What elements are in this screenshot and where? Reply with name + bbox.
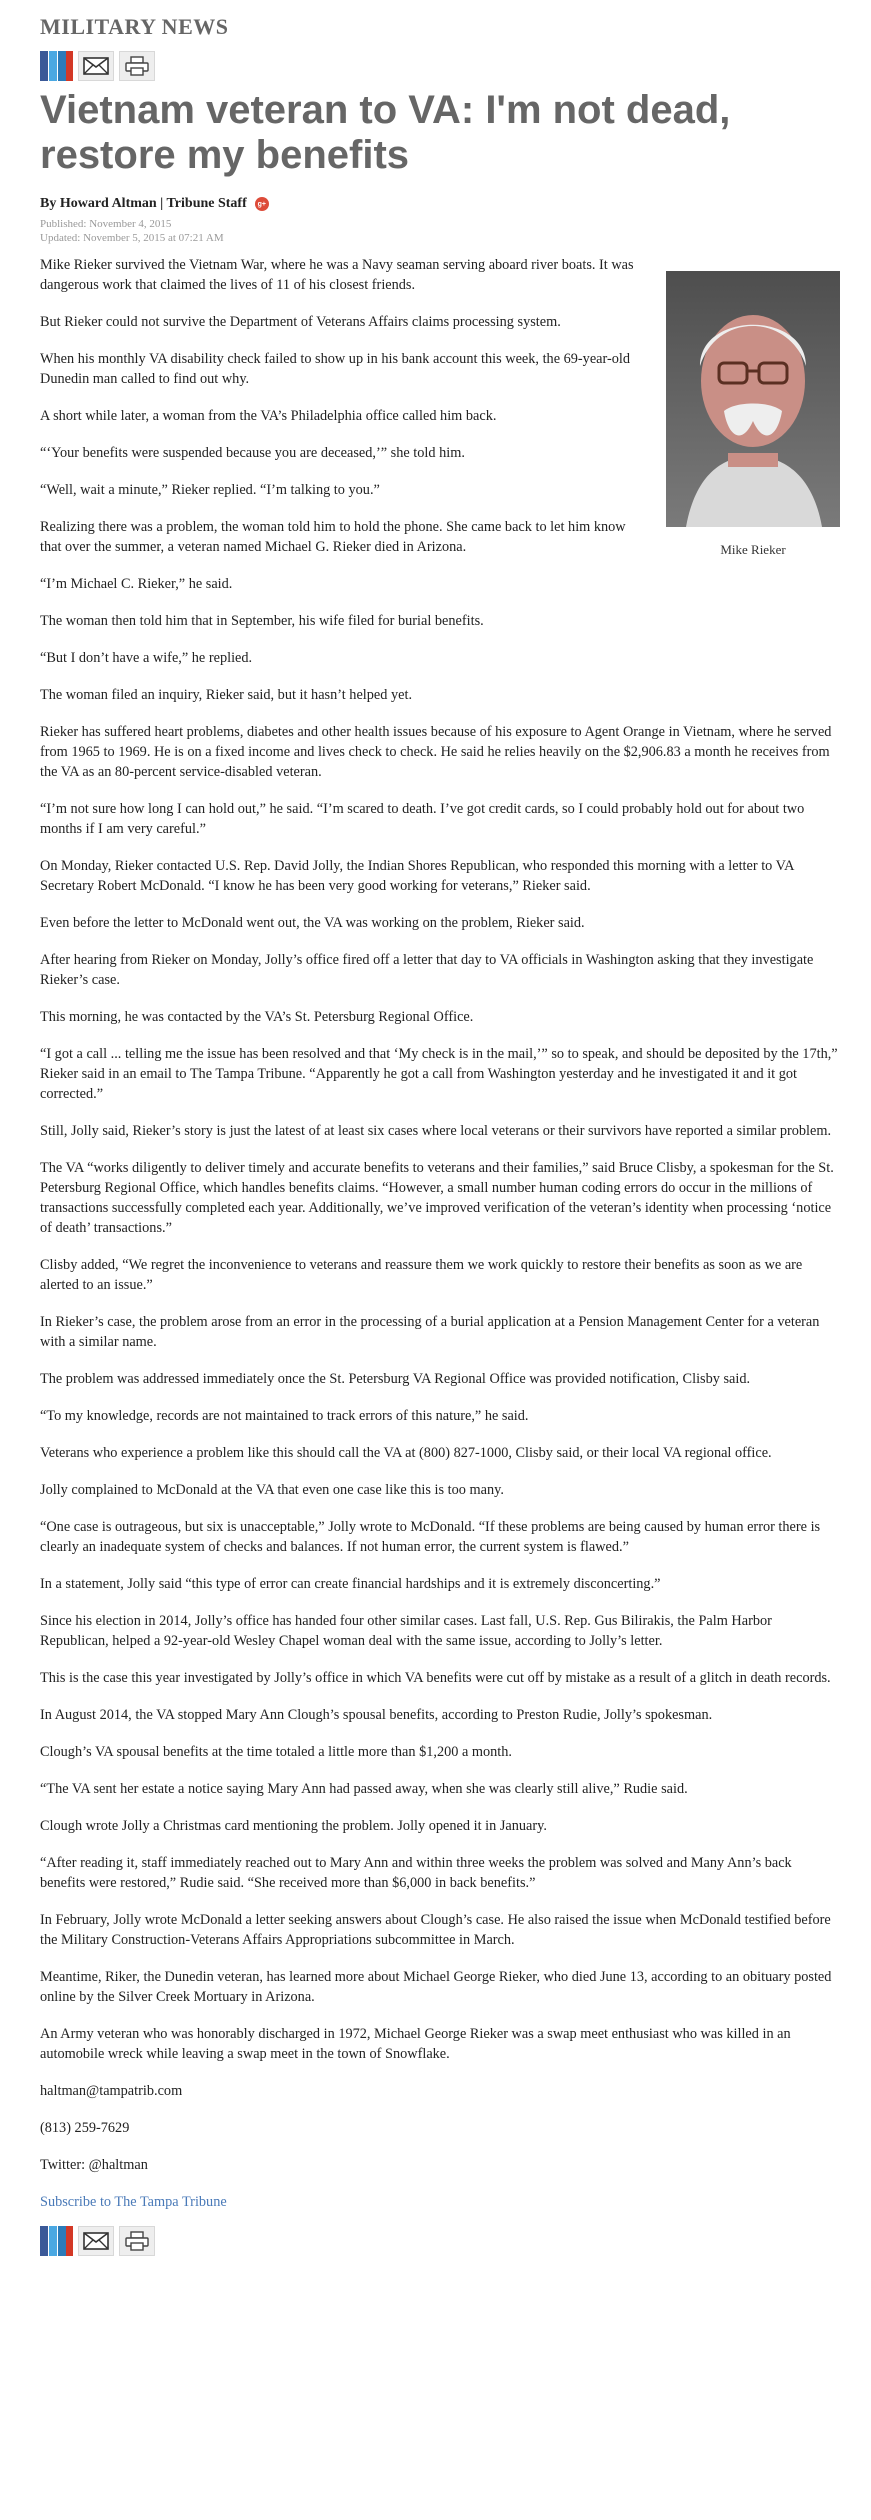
author-twitter: Twitter: @haltman xyxy=(40,2157,148,2173)
photo-caption: Mike Rieker xyxy=(720,542,786,557)
share-bar-top xyxy=(40,50,860,82)
paragraph: A short while later, a woman from the VA’s Philadelphia office called him back. xyxy=(40,408,497,424)
paragraph: “I got a call ... telling me the issue has been resolved and that ‘My check is in the mail,’” so to speak, and should be deposited by the 17th,” Rieker said in an email to The Tampa Tribune. “Apparently he got a call from Washington yesterday and he investigated it and it got corrected.” xyxy=(40,1046,838,1102)
paragraph: But Rieker could not survive the Department of Veterans Affairs claims processing system. xyxy=(40,314,561,330)
article-headline: Vietnam veteran to VA: I'm not dead, restore my benefits xyxy=(40,88,731,177)
paragraph: This is the case this year investigated by Jolly’s office in which VA benefits were cut off by mistake as a result of a glitch in death records. xyxy=(40,1670,831,1686)
paragraph: In February, Jolly wrote McDonald a letter seeking answers about Clough’s case. He also raised the issue when McDonald testified before the Military Construction-Veterans Affairs Appropriations subcommittee in March. xyxy=(40,1912,831,1948)
paragraph: An Army veteran who was honorably discharged in 1972, Michael George Rieker was a swap meet enthusiast who was killed in an automobile wreck while leaving a swap meet in the town of Snowflake. xyxy=(40,2026,791,2062)
paragraph: In a statement, Jolly said “this type of error can create financial hardships and it is extremely disconcerting.” xyxy=(40,1576,661,1592)
paragraph: Mike Rieker survived the Vietnam War, where he was a Navy seaman serving aboard river boats. It was dangerous work that claimed the lives of 11 of his closest friends. xyxy=(40,257,634,293)
paragraph: Realizing there was a problem, the woman told him to hold the phone. She came back to let him know that over the summer, a veteran named Michael G. Rieker died in Arizona. xyxy=(40,519,626,555)
byline xyxy=(40,196,860,212)
portrait-photo xyxy=(666,271,840,527)
paragraph: The woman then told him that in September, his wife filed for burial benefits. xyxy=(40,613,484,629)
paragraph: In Rieker’s case, the problem arose from an error in the processing of a burial application at a Pension Management Center for a veteran with a similar name. xyxy=(40,1314,820,1350)
paragraph: “To my knowledge, records are not maintained to track errors of this nature,” he said. xyxy=(40,1408,529,1424)
paragraph: On Monday, Rieker contacted U.S. Rep. David Jolly, the Indian Shores Republican, who responded this morning with a letter to VA Secretary Robert McDonald. “I know he has been very good working for veterans,” Rieker said. xyxy=(40,858,794,894)
envelope-icon xyxy=(83,57,109,75)
print-button[interactable] xyxy=(119,51,155,81)
paragraph: When his monthly VA disability check failed to show up in his bank account this week, the 69-year-old Dunedin man called to find out why. xyxy=(40,351,631,387)
paragraph: “After reading it, staff immediately reached out to Mary Ann and within three weeks the problem was solved and Many Ann’s back benefits were restored,” Rudie said. “She received more than $6,000 in back benefits.” xyxy=(40,1855,792,1891)
byline-text: By Howard Altman | Tribune Staff xyxy=(40,196,247,211)
print-button[interactable] xyxy=(119,2226,155,2256)
envelope-icon xyxy=(83,2232,109,2250)
paragraph: Meantime, Riker, the Dunedin veteran, has learned more about Michael George Rieker, who died June 13, according to an obituary posted online by the Silver Creek Mortuary in Arizona. xyxy=(40,1969,832,2005)
paragraph: Veterans who experience a problem like this should call the VA at (800) 827-1000, Clisby said, or their local VA regional office. xyxy=(40,1445,772,1461)
social-share-icon[interactable] xyxy=(40,2226,73,2256)
article-photo-figure xyxy=(666,271,840,558)
paragraph: Clough’s VA spousal benefits at the time totaled a little more than $1,200 a month. xyxy=(40,1744,512,1760)
author-email: haltman@tampatrib.com xyxy=(40,2083,183,2099)
paragraph: Still, Jolly said, Rieker’s story is just the latest of at least six cases where local veterans or their survivors have reported a similar problem. xyxy=(40,1123,832,1139)
paragraph: Clisby added, “We regret the inconvenience to veterans and reassure them we work quickly to restore their benefits as soon as we are alerted to an issue.” xyxy=(40,1257,803,1293)
section-label: MILITARY NEWS xyxy=(40,14,229,39)
paragraph: After hearing from Rieker on Monday, Jolly’s office fired off a letter that day to VA officials in Washington asking that they investigate Rieker’s case. xyxy=(40,952,814,988)
share-bar-bottom xyxy=(40,2225,860,2257)
paragraph: “One case is outrageous, but six is unacceptable,” Jolly wrote to McDonald. “If these problems are being caused by human error there is clearly an inadequate system of checks and balances. If not human error, the current system is flawed.” xyxy=(40,1519,821,1555)
paragraph: Since his election in 2014, Jolly’s office has handed four other similar cases. Last fall, U.S. Rep. Gus Bilirakis, the Palm Harbor Republican, helped a 92-year-old Wesley Chapel woman deal with the same issue, according to Jolly’s letter. xyxy=(40,1613,772,1649)
article-body xyxy=(40,255,840,2212)
paragraph: Jolly complained to McDonald at the VA that even one case like this is too many. xyxy=(40,1482,504,1498)
article-page xyxy=(40,0,860,2257)
email-share-button[interactable] xyxy=(78,51,114,81)
paragraph: “The VA sent her estate a notice saying Mary Ann had passed away, when she was clearly still alive,” Rudie said. xyxy=(40,1781,688,1797)
printer-icon xyxy=(125,56,149,76)
subscribe-link[interactable]: Subscribe to The Tampa Tribune xyxy=(40,2194,227,2210)
paragraph: The VA “works diligently to deliver timely and accurate benefits to veterans and their families,” said Bruce Clisby, a spokesman for the St. Petersburg Regional Office, which handles benefits claims. “However, a small number human coding errors do occur in the millions of transactions successfully completed each year. Additionally, we’ve improved verification of the veteran’s identity when processing ‘notice of death’ transactions.” xyxy=(40,1160,834,1236)
paragraph: This morning, he was contacted by the VA’s St. Petersburg Regional Office. xyxy=(40,1009,474,1025)
printer-icon xyxy=(125,2231,149,2251)
paragraph: “But I don’t have a wife,” he replied. xyxy=(40,650,253,666)
paragraph: The woman filed an inquiry, Rieker said, but it hasn’t helped yet. xyxy=(40,687,413,703)
author-phone: (813) 259-7629 xyxy=(40,2120,130,2136)
paragraph: Clough wrote Jolly a Christmas card mentioning the problem. Jolly opened it in January. xyxy=(40,1818,547,1834)
paragraph: “Well, wait a minute,” Rieker replied. “I’m talking to you.” xyxy=(40,482,380,498)
google-plus-icon[interactable]: g+ xyxy=(255,197,269,211)
updated-date: Updated: November 5, 2015 at 07:21 AM xyxy=(40,232,224,244)
paragraph: “I’m Michael C. Rieker,” he said. xyxy=(40,576,233,592)
paragraph: The problem was addressed immediately once the St. Petersburg VA Regional Office was provided notification, Clisby said. xyxy=(40,1371,751,1387)
paragraph: In August 2014, the VA stopped Mary Ann Clough’s spousal benefits, according to Preston Rudie, Jolly’s spokesman. xyxy=(40,1707,713,1723)
published-date: Published: November 4, 2015 xyxy=(40,218,172,230)
paragraph: “‘Your benefits were suspended because you are deceased,’” she told him. xyxy=(40,445,465,461)
paragraph: “I’m not sure how long I can hold out,” he said. “I’m scared to death. I’ve got credit cards, so I could probably hold out for about two months if I am very careful.” xyxy=(40,801,805,837)
social-share-icon[interactable] xyxy=(40,51,73,81)
paragraph: Rieker has suffered heart problems, diabetes and other health issues because of his exposure to Agent Orange in Vietnam, where he served from 1965 to 1969. He is on a fixed income and lives check to check. He said he relies heavily on the $2,906.83 a month he receives from the VA as an 80-percent service-disabled veteran. xyxy=(40,724,832,780)
email-share-button[interactable] xyxy=(78,2226,114,2256)
paragraph: Even before the letter to McDonald went out, the VA was working on the problem, Rieker said. xyxy=(40,915,585,931)
